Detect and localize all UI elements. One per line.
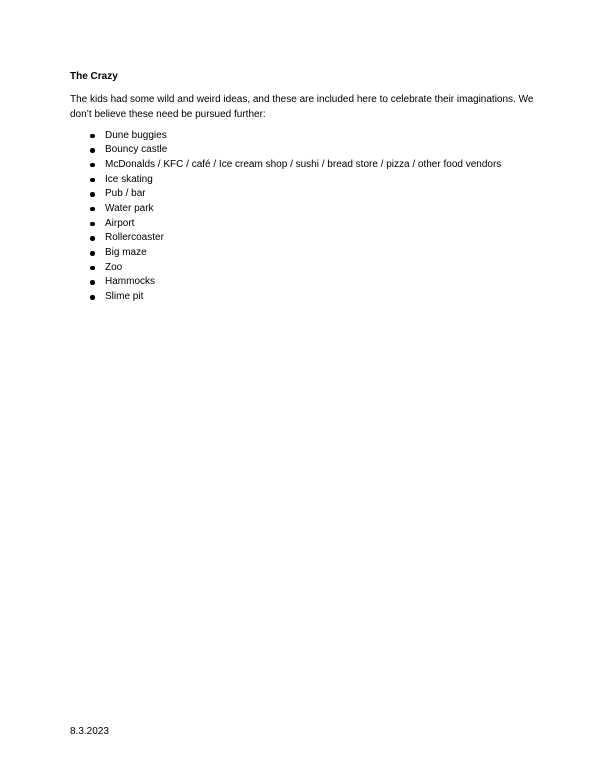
list-item-text: Big maze xyxy=(105,247,147,258)
bullet-icon xyxy=(90,148,95,153)
bullet-icon xyxy=(90,266,95,271)
bullet-icon xyxy=(90,236,95,241)
bullet-icon xyxy=(90,178,95,183)
footer-date: 8.3.2023 xyxy=(70,726,109,737)
bullet-icon xyxy=(90,134,95,139)
list-item-text: Water park xyxy=(105,202,154,214)
list-item-text: Airport xyxy=(105,217,135,229)
bullet-icon xyxy=(90,222,95,227)
list-item-text: Ice skating xyxy=(105,173,153,185)
bullet-icon xyxy=(90,251,95,256)
bullet-icon xyxy=(90,295,95,300)
section-heading: The Crazy xyxy=(70,71,118,82)
bullet-icon xyxy=(90,280,95,285)
list-item-text: Dune buggies xyxy=(105,129,167,141)
list-item-text: Zoo xyxy=(105,261,123,273)
list-item-text: Slime pit xyxy=(105,291,144,303)
list-item-text: Hammocks xyxy=(105,276,156,288)
list-item-text: McDonalds / KFC / café / Ice cream shop / sushi / bread store / pizza / other food vendors xyxy=(105,158,502,170)
bullet-icon xyxy=(90,207,95,212)
list-item-text: Pub / bar xyxy=(105,188,146,200)
list-item-text: Bouncy castle xyxy=(105,144,168,156)
list-item-text: Rollercoaster xyxy=(105,232,164,244)
bullet-icon xyxy=(90,192,95,197)
bullet-icon xyxy=(90,163,95,168)
intro-paragraph: The kids had some wild and weird ideas, and these are included here to celebrate their imaginations. We don’t believe these need be pursued further: xyxy=(70,94,534,120)
